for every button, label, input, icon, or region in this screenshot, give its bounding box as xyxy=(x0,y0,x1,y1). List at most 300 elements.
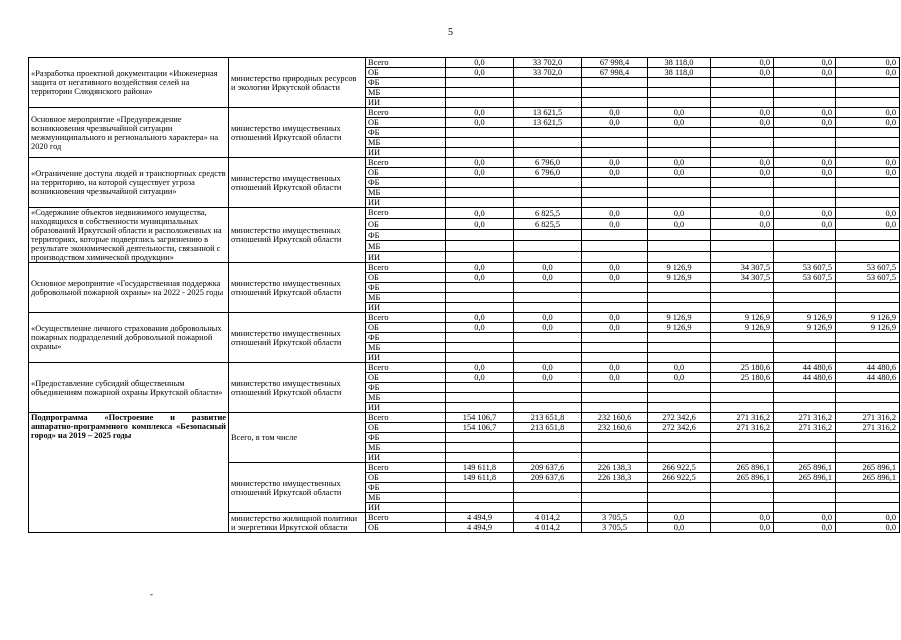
page-number: 5 xyxy=(448,27,453,38)
amount-cell xyxy=(774,198,836,208)
amount-cell: 53 607,5 xyxy=(774,273,836,283)
amount-cell xyxy=(446,333,514,343)
amount-cell xyxy=(711,303,774,313)
amount-cell: 6 825,5 xyxy=(514,219,582,230)
amount-cell: 0,0 xyxy=(648,108,711,118)
amount-cell xyxy=(514,393,582,403)
amount-cell: 4 014,2 xyxy=(514,523,582,533)
funding-source: ФБ xyxy=(366,333,446,343)
measure-name: «Предоставление субсидий общественным объединениям пожарной охраны Иркутской области» xyxy=(29,363,229,413)
amount-cell xyxy=(582,333,648,343)
amount-cell: 0,0 xyxy=(446,373,514,383)
measure-name: «Ограничение доступа людей и транспортных средств на территорию, на которой существует угроза возникновения чрезвычайной ситуации» xyxy=(29,158,229,208)
amount-cell: 266 922,5 xyxy=(648,473,711,483)
amount-cell xyxy=(514,343,582,353)
amount-cell xyxy=(836,383,900,393)
amount-cell xyxy=(582,283,648,293)
amount-cell xyxy=(582,98,648,108)
amount-cell xyxy=(514,188,582,198)
amount-cell: 265 896,1 xyxy=(774,463,836,473)
amount-cell xyxy=(711,393,774,403)
amount-cell: 0,0 xyxy=(648,118,711,128)
amount-cell: 0,0 xyxy=(774,158,836,168)
amount-cell: 0,0 xyxy=(711,523,774,533)
amount-cell: 34 307,5 xyxy=(711,263,774,273)
funding-source: ОБ xyxy=(366,323,446,333)
amount-cell: 67 998,4 xyxy=(582,58,648,68)
amount-cell: 0,0 xyxy=(774,219,836,230)
amount-cell: 9 126,9 xyxy=(836,323,900,333)
funding-source: ФБ xyxy=(366,483,446,493)
amount-cell: 0,0 xyxy=(446,118,514,128)
amount-cell: 0,0 xyxy=(514,273,582,283)
table-row xyxy=(29,363,900,373)
funding-source: Всего xyxy=(366,58,446,68)
amount-cell xyxy=(774,293,836,303)
amount-cell xyxy=(582,343,648,353)
amount-cell xyxy=(711,493,774,503)
amount-cell: 0,0 xyxy=(648,219,711,230)
amount-cell xyxy=(774,88,836,98)
amount-cell: 0,0 xyxy=(774,108,836,118)
funding-source: ФБ xyxy=(366,283,446,293)
amount-cell: 44 480,6 xyxy=(774,363,836,373)
amount-cell xyxy=(711,453,774,463)
amount-cell xyxy=(836,188,900,198)
funding-source: Всего xyxy=(366,108,446,118)
amount-cell: 226 138,3 xyxy=(582,473,648,483)
amount-cell xyxy=(774,483,836,493)
funding-source: МБ xyxy=(366,293,446,303)
amount-cell: 0,0 xyxy=(514,263,582,273)
amount-cell xyxy=(446,78,514,88)
amount-cell xyxy=(514,353,582,363)
amount-cell xyxy=(514,483,582,493)
amount-cell: 34 307,5 xyxy=(711,273,774,283)
amount-cell xyxy=(514,493,582,503)
amount-cell xyxy=(582,493,648,503)
amount-cell xyxy=(836,78,900,88)
amount-cell xyxy=(774,98,836,108)
amount-cell: 9 126,9 xyxy=(648,313,711,323)
amount-cell xyxy=(514,138,582,148)
amount-cell xyxy=(648,178,711,188)
amount-cell: 265 896,1 xyxy=(836,473,900,483)
amount-cell: 265 896,1 xyxy=(711,473,774,483)
amount-cell xyxy=(648,138,711,148)
funding-source: МБ xyxy=(366,241,446,252)
amount-cell xyxy=(774,148,836,158)
amount-cell: 0,0 xyxy=(711,168,774,178)
amount-cell: 0,0 xyxy=(836,523,900,533)
amount-cell: 0,0 xyxy=(774,208,836,219)
amount-cell: 0,0 xyxy=(648,513,711,523)
funding-source: Всего xyxy=(366,413,446,423)
amount-cell xyxy=(836,353,900,363)
amount-cell xyxy=(514,443,582,453)
amount-cell xyxy=(836,333,900,343)
amount-cell: 154 106,7 xyxy=(446,423,514,433)
table-row xyxy=(29,263,900,273)
amount-cell xyxy=(582,78,648,88)
amount-cell xyxy=(774,383,836,393)
amount-cell xyxy=(582,433,648,443)
amount-cell xyxy=(648,383,711,393)
amount-cell: 0,0 xyxy=(836,208,900,219)
amount-cell: 272 342,6 xyxy=(648,413,711,423)
amount-cell xyxy=(774,393,836,403)
amount-cell: 213 651,8 xyxy=(514,413,582,423)
amount-cell xyxy=(446,138,514,148)
funding-source: ОБ xyxy=(366,219,446,230)
funding-source: ФБ xyxy=(366,78,446,88)
amount-cell xyxy=(648,78,711,88)
amount-cell: 33 702,0 xyxy=(514,68,582,78)
amount-cell: 0,0 xyxy=(711,219,774,230)
amount-cell xyxy=(711,188,774,198)
amount-cell xyxy=(836,88,900,98)
amount-cell xyxy=(711,88,774,98)
amount-cell: 0,0 xyxy=(711,68,774,78)
amount-cell xyxy=(711,483,774,493)
amount-cell: 232 160,6 xyxy=(582,423,648,433)
amount-cell xyxy=(582,303,648,313)
amount-cell xyxy=(711,293,774,303)
amount-cell xyxy=(446,198,514,208)
table-row xyxy=(29,413,900,423)
amount-cell xyxy=(836,293,900,303)
amount-cell xyxy=(582,241,648,252)
amount-cell xyxy=(446,148,514,158)
amount-cell xyxy=(648,443,711,453)
amount-cell: 0,0 xyxy=(446,68,514,78)
funding-source: ИИ xyxy=(366,403,446,413)
amount-cell xyxy=(774,303,836,313)
amount-cell: 271 316,2 xyxy=(711,423,774,433)
amount-cell: 0,0 xyxy=(648,373,711,383)
amount-cell xyxy=(774,178,836,188)
amount-cell xyxy=(446,403,514,413)
amount-cell xyxy=(446,383,514,393)
amount-cell xyxy=(774,343,836,353)
amount-cell xyxy=(711,178,774,188)
amount-cell xyxy=(582,148,648,158)
amount-cell xyxy=(648,433,711,443)
amount-cell: 0,0 xyxy=(711,158,774,168)
amount-cell: 0,0 xyxy=(711,118,774,128)
amount-cell xyxy=(582,128,648,138)
amount-cell xyxy=(648,483,711,493)
amount-cell xyxy=(446,98,514,108)
amount-cell xyxy=(514,78,582,88)
amount-cell xyxy=(582,178,648,188)
amount-cell xyxy=(582,230,648,241)
amount-cell: 0,0 xyxy=(582,273,648,283)
amount-cell: 0,0 xyxy=(514,323,582,333)
amount-cell: 9 126,9 xyxy=(711,323,774,333)
amount-cell xyxy=(774,252,836,263)
amount-cell: 0,0 xyxy=(446,263,514,273)
amount-cell: 0,0 xyxy=(582,313,648,323)
amount-cell: 0,0 xyxy=(774,58,836,68)
amount-cell: 25 180,6 xyxy=(711,363,774,373)
funding-source: МБ xyxy=(366,88,446,98)
amount-cell: 9 126,9 xyxy=(648,323,711,333)
amount-cell xyxy=(514,230,582,241)
amount-cell xyxy=(648,293,711,303)
amount-cell: 0,0 xyxy=(446,58,514,68)
amount-cell: 25 180,6 xyxy=(711,373,774,383)
amount-cell: 4 494,9 xyxy=(446,513,514,523)
measure-name: «Осуществление личного страхования добровольных пожарных подразделений добровольной пожарной охраны» xyxy=(29,313,229,363)
amount-cell xyxy=(514,503,582,513)
amount-cell: 44 480,6 xyxy=(836,373,900,383)
amount-cell: 0,0 xyxy=(648,168,711,178)
amount-cell: 0,0 xyxy=(446,108,514,118)
amount-cell xyxy=(711,198,774,208)
amount-cell xyxy=(836,493,900,503)
amount-cell xyxy=(648,343,711,353)
amount-cell: 0,0 xyxy=(582,219,648,230)
amount-cell xyxy=(514,128,582,138)
amount-cell xyxy=(514,98,582,108)
funding-source: ФБ xyxy=(366,383,446,393)
amount-cell: 265 896,1 xyxy=(836,463,900,473)
funding-source: ОБ xyxy=(366,68,446,78)
funding-source: ОБ xyxy=(366,168,446,178)
budget-table xyxy=(28,57,900,533)
amount-cell xyxy=(711,503,774,513)
amount-cell xyxy=(582,503,648,513)
funding-source: ОБ xyxy=(366,473,446,483)
amount-cell xyxy=(711,403,774,413)
amount-cell: 0,0 xyxy=(514,313,582,323)
amount-cell xyxy=(774,403,836,413)
amount-cell xyxy=(836,138,900,148)
amount-cell xyxy=(774,283,836,293)
amount-cell xyxy=(648,303,711,313)
amount-cell xyxy=(774,138,836,148)
amount-cell xyxy=(648,98,711,108)
amount-cell xyxy=(711,138,774,148)
amount-cell xyxy=(648,252,711,263)
funding-source: ИИ xyxy=(366,303,446,313)
amount-cell xyxy=(648,148,711,158)
funding-source: ИИ xyxy=(366,503,446,513)
amount-cell: 271 316,2 xyxy=(774,423,836,433)
amount-cell xyxy=(836,503,900,513)
amount-cell xyxy=(711,98,774,108)
amount-cell xyxy=(648,188,711,198)
amount-cell xyxy=(582,198,648,208)
amount-cell xyxy=(446,343,514,353)
amount-cell: 272 342,6 xyxy=(648,423,711,433)
funding-source: МБ xyxy=(366,393,446,403)
measure-name: Основное мероприятие «Государственная поддержка добровольной пожарной охраны» на 2022 - 2025 годы xyxy=(29,263,229,313)
amount-cell: 0,0 xyxy=(446,219,514,230)
amount-cell xyxy=(514,252,582,263)
amount-cell xyxy=(711,148,774,158)
table-row xyxy=(29,108,900,118)
amount-cell xyxy=(514,178,582,188)
funding-source: Всего xyxy=(366,208,446,219)
amount-cell xyxy=(774,453,836,463)
amount-cell xyxy=(836,393,900,403)
amount-cell: 44 480,6 xyxy=(774,373,836,383)
amount-cell xyxy=(648,503,711,513)
amount-cell: 265 896,1 xyxy=(774,473,836,483)
funding-source: ФБ xyxy=(366,433,446,443)
amount-cell xyxy=(774,333,836,343)
amount-cell xyxy=(446,252,514,263)
amount-cell xyxy=(836,483,900,493)
measure-name: «Разработка проектной документации «Инженерная защита от негативного воздействия селей на территории Слюдянского района» xyxy=(29,58,229,108)
amount-cell xyxy=(582,453,648,463)
amount-cell: 0,0 xyxy=(582,168,648,178)
amount-cell: 0,0 xyxy=(582,208,648,219)
executor-name: министерство имущественных отношений Иркутской области xyxy=(229,208,366,263)
amount-cell: 0,0 xyxy=(711,58,774,68)
amount-cell xyxy=(836,241,900,252)
amount-cell xyxy=(711,443,774,453)
amount-cell xyxy=(446,128,514,138)
amount-cell: 149 611,8 xyxy=(446,473,514,483)
funding-source: ОБ xyxy=(366,118,446,128)
amount-cell: 4 014,2 xyxy=(514,513,582,523)
amount-cell xyxy=(514,293,582,303)
amount-cell: 13 621,5 xyxy=(514,108,582,118)
amount-cell: 271 316,2 xyxy=(836,413,900,423)
amount-cell xyxy=(514,433,582,443)
amount-cell: 0,0 xyxy=(836,68,900,78)
amount-cell: 0,0 xyxy=(711,108,774,118)
amount-cell xyxy=(582,138,648,148)
funding-source: ФБ xyxy=(366,230,446,241)
amount-cell xyxy=(446,443,514,453)
amount-cell: 9 126,9 xyxy=(648,263,711,273)
amount-cell: 0,0 xyxy=(836,219,900,230)
funding-source: МБ xyxy=(366,443,446,453)
amount-cell xyxy=(446,283,514,293)
amount-cell xyxy=(836,303,900,313)
amount-cell: 0,0 xyxy=(836,158,900,168)
amount-cell: 0,0 xyxy=(514,363,582,373)
amount-cell: 0,0 xyxy=(774,68,836,78)
amount-cell xyxy=(774,433,836,443)
amount-cell xyxy=(648,88,711,98)
amount-cell xyxy=(836,433,900,443)
amount-cell: 0,0 xyxy=(582,363,648,373)
amount-cell xyxy=(514,333,582,343)
amount-cell: 0,0 xyxy=(446,273,514,283)
funding-source: МБ xyxy=(366,188,446,198)
amount-cell xyxy=(514,148,582,158)
funding-source: ФБ xyxy=(366,128,446,138)
amount-cell xyxy=(711,353,774,363)
funding-source: ОБ xyxy=(366,523,446,533)
measure-name: Подпрограмма «Построение и развитие аппаратно-программного комплекса «Безопасный город» на 2019 – 2025 годы xyxy=(29,413,229,533)
amount-cell: 0,0 xyxy=(836,513,900,523)
amount-cell xyxy=(446,241,514,252)
funding-source: МБ xyxy=(366,138,446,148)
measure-name: Основное мероприятие «Предупреждение возникновения чрезвычайной ситуации межмуниципального и регионального характера» на 2020 год xyxy=(29,108,229,158)
amount-cell xyxy=(711,433,774,443)
executor-name: министерство жилищной политики и энергетики Иркутской области xyxy=(229,513,366,533)
amount-cell xyxy=(836,283,900,293)
funding-source: ИИ xyxy=(366,453,446,463)
table-row xyxy=(29,58,900,68)
amount-cell: 265 896,1 xyxy=(711,463,774,473)
amount-cell: 6 796,0 xyxy=(514,168,582,178)
amount-cell xyxy=(711,128,774,138)
amount-cell xyxy=(836,178,900,188)
amount-cell: 149 611,8 xyxy=(446,463,514,473)
funding-source: Всего xyxy=(366,313,446,323)
amount-cell: 0,0 xyxy=(774,118,836,128)
amount-cell xyxy=(836,453,900,463)
amount-cell xyxy=(514,383,582,393)
amount-cell xyxy=(774,78,836,88)
amount-cell xyxy=(582,483,648,493)
amount-cell: 3 705,5 xyxy=(582,513,648,523)
amount-cell: 0,0 xyxy=(648,523,711,533)
amount-cell xyxy=(774,493,836,503)
amount-cell xyxy=(582,403,648,413)
amount-cell: 9 126,9 xyxy=(836,313,900,323)
funding-source: ОБ xyxy=(366,273,446,283)
amount-cell xyxy=(514,241,582,252)
amount-cell: 44 480,6 xyxy=(836,363,900,373)
amount-cell xyxy=(582,443,648,453)
amount-cell: 0,0 xyxy=(836,108,900,118)
funding-source: ИИ xyxy=(366,252,446,263)
amount-cell xyxy=(648,403,711,413)
amount-cell xyxy=(774,443,836,453)
amount-cell xyxy=(648,241,711,252)
amount-cell: 232 160,6 xyxy=(582,413,648,423)
amount-cell xyxy=(648,393,711,403)
amount-cell xyxy=(446,178,514,188)
amount-cell xyxy=(446,188,514,198)
amount-cell xyxy=(836,230,900,241)
amount-cell xyxy=(514,403,582,413)
amount-cell xyxy=(446,483,514,493)
amount-cell xyxy=(774,503,836,513)
amount-cell: 154 106,7 xyxy=(446,413,514,423)
amount-cell xyxy=(711,343,774,353)
amount-cell xyxy=(514,88,582,98)
amount-cell: 271 316,2 xyxy=(774,413,836,423)
amount-cell: 67 998,4 xyxy=(582,68,648,78)
amount-cell xyxy=(446,303,514,313)
amount-cell: 9 126,9 xyxy=(648,273,711,283)
amount-cell: 0,0 xyxy=(582,263,648,273)
amount-cell xyxy=(648,230,711,241)
amount-cell xyxy=(836,198,900,208)
amount-cell: 0,0 xyxy=(582,118,648,128)
amount-cell: 0,0 xyxy=(711,208,774,219)
funding-source: Всего xyxy=(366,463,446,473)
funding-source: Всего xyxy=(366,363,446,373)
amount-cell xyxy=(711,333,774,343)
amount-cell: 0,0 xyxy=(774,168,836,178)
amount-cell: 0,0 xyxy=(582,108,648,118)
executor-name: министерство имущественных отношений Иркутской области xyxy=(229,158,366,208)
amount-cell: 0,0 xyxy=(774,523,836,533)
amount-cell: 0,0 xyxy=(446,323,514,333)
amount-cell: 271 316,2 xyxy=(836,423,900,433)
amount-cell: 209 637,6 xyxy=(514,463,582,473)
